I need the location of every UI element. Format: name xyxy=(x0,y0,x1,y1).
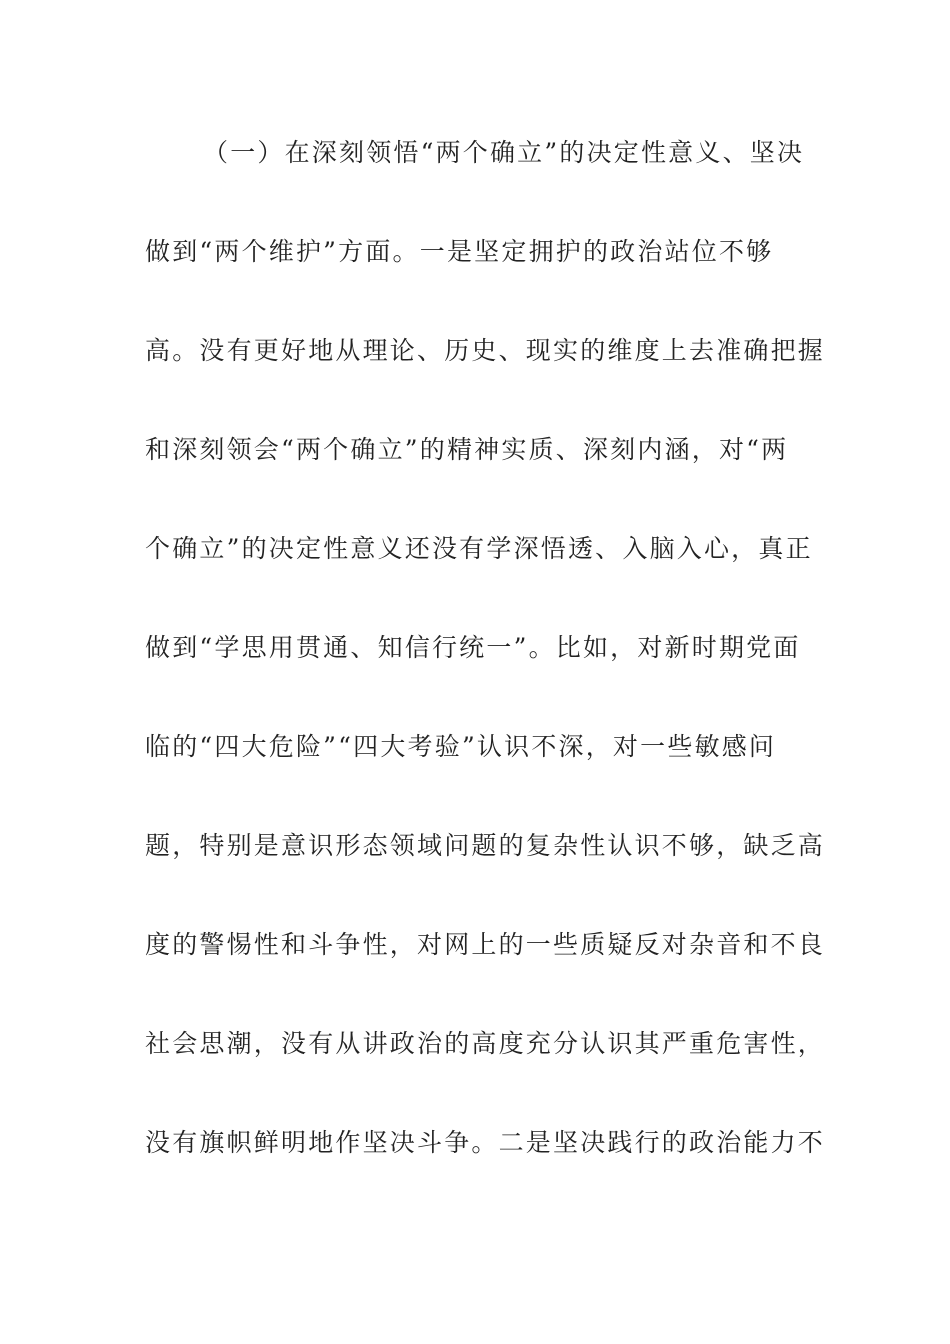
paragraph-line-6: 做到“学思用贯通、知信行统一”。比如，对新时期党面 xyxy=(145,633,801,662)
body-paragraph xyxy=(145,128,826,1217)
paragraph-line-10: 社会思潮，没有从讲政治的高度充分认识其严重危害性， xyxy=(145,1029,826,1058)
paragraph-line-1: （一）在深刻领悟“两个确立”的决定性意义、坚决 xyxy=(203,138,805,167)
paragraph-line-7: 临的“四大危险”“四大考验”认识不深，对一些敏感问 xyxy=(145,732,777,761)
paragraph-line-2: 做到“两个维护”方面。一是坚定拥护的政治站位不够 xyxy=(145,237,774,266)
paragraph-line-9: 度的警惕性和斗争性，对网上的一些质疑反对杂音和不良 xyxy=(145,930,826,959)
paragraph-line-4: 和深刻领会“两个确立”的精神实质、深刻内涵，对“两 xyxy=(145,435,789,464)
paragraph-line-8: 题，特别是意识形态领域问题的复杂性认识不够，缺乏高 xyxy=(145,831,826,860)
paragraph-line-5: 个确立”的决定性意义还没有学深悟透、入脑入心，真正 xyxy=(145,534,813,563)
paragraph-line-3: 高。没有更好地从理论、历史、现实的维度上去准确把握 xyxy=(145,336,826,365)
paragraph-line-11: 没有旗帜鲜明地作坚决斗争。二是坚决践行的政治能力不 xyxy=(145,1128,826,1157)
